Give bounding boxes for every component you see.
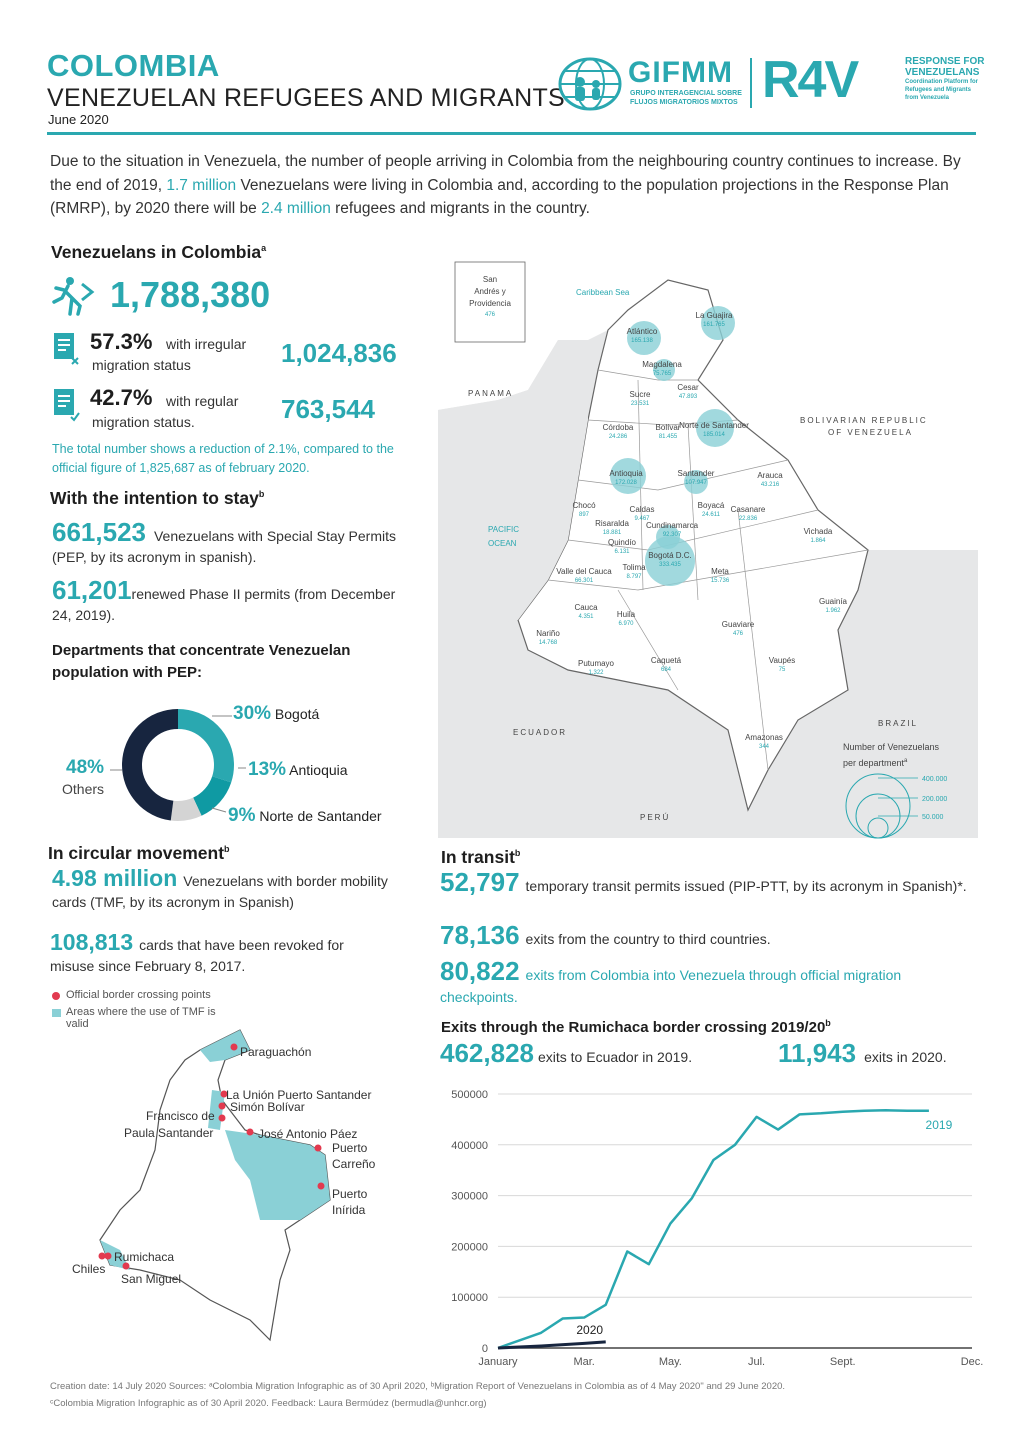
dept-num-1: 165.138 xyxy=(631,338,653,344)
inset-number: 476 xyxy=(484,312,496,318)
dept-num-9: 107.947 xyxy=(685,480,707,486)
subtitle: VENEZUELAN REFUGEES AND MIGRANTS xyxy=(47,84,566,112)
label-inirida-line1: Puerto xyxy=(332,1187,368,1201)
intro-highlight-2: 2.4 million xyxy=(261,200,331,217)
tmf-area-legend-swatch xyxy=(52,1009,61,1017)
dept-name-26: Guaviare xyxy=(721,620,755,629)
y2020-text: exits in 2020. xyxy=(864,1049,947,1065)
dept-name-0: La Guajira xyxy=(695,311,733,320)
dept-num-31: 344 xyxy=(758,744,770,750)
dept-num-24: 6.970 xyxy=(618,621,634,627)
donut-name-antioquia: Antioquia xyxy=(289,762,348,778)
ocean-label-1: PACIFIC xyxy=(488,525,519,534)
vzla-number: 80,822 xyxy=(440,956,520,986)
series-label-2020: 2020 xyxy=(576,1322,604,1337)
brazil-label: BRAZIL xyxy=(878,719,919,728)
dept-name-3: Cesar xyxy=(677,383,699,392)
pip-block xyxy=(440,867,970,897)
r4v-tagline xyxy=(905,56,984,102)
dept-name-15: Risaralda xyxy=(595,519,629,528)
revoked-number: 108,813 xyxy=(50,929,134,955)
regular-text2: migration status. xyxy=(92,414,195,430)
document-check-icon xyxy=(52,388,80,422)
label-francisco-line2: Paula Santander xyxy=(124,1126,214,1140)
dept-name-6: Bolívar xyxy=(655,423,681,432)
dept-num-23: 4.351 xyxy=(578,614,594,620)
donut-name-bogota: Bogotá xyxy=(274,706,320,722)
dept-num-7: 185.014 xyxy=(703,432,725,438)
stay-heading xyxy=(50,488,264,509)
label-carreno-line1: Puerto xyxy=(332,1141,368,1155)
footer-line1: Creation date: 14 July 2020 Sources: ᵃColombia Migration Infographic as of 30 April 2020, ᵇMigration Report of Venezuelans in Colombia as of 4 May 2020" and 29 June 2020. xyxy=(50,1381,786,1392)
label-chiles: Chiles xyxy=(72,1262,106,1276)
total-venezuelans: 1,788,380 xyxy=(110,274,271,315)
label-francisco-line1: Francisco de xyxy=(146,1109,215,1123)
legend-val-1: 400.000 xyxy=(922,776,948,783)
colombia-map-svg xyxy=(438,250,978,838)
gifmm-logo xyxy=(558,54,743,114)
dept-num-17: 6.131 xyxy=(614,549,630,555)
circular-heading-text: In circular movement xyxy=(48,843,225,863)
label-paraguachon: Paraguachón xyxy=(240,1045,312,1059)
label-la-union: La Unión Puerto Santander xyxy=(226,1088,372,1102)
point-simon-bolivar xyxy=(219,1103,226,1110)
donut-name-norte: Norte de Santander xyxy=(259,808,382,824)
dept-name-20: Valle del Cauca xyxy=(556,567,612,576)
gifmm-wordmark: GIFMM xyxy=(628,56,733,89)
intro-highlight-1: 1.7 million xyxy=(166,176,237,194)
dept-heading: Departments that concentrate Venezuelan population with PEP: xyxy=(52,642,351,681)
regular-text1: with regular xyxy=(166,393,239,409)
x-tick-5: Dec. xyxy=(960,1356,984,1368)
report-date: June 2020 xyxy=(48,112,109,127)
dept-name-31: Amazonas xyxy=(745,733,783,742)
dept-num-0: 161.765 xyxy=(703,322,725,328)
label-francisco xyxy=(124,1109,215,1140)
dept-num-21: 8.797 xyxy=(626,574,642,580)
dept-name-21: Tolima xyxy=(622,563,646,572)
donut-pct-others xyxy=(66,757,104,779)
dept-name-17: Quindío xyxy=(607,538,637,547)
r4v-sub5: from Venezuela xyxy=(905,95,950,101)
dept-num-15: 18.881 xyxy=(602,530,622,536)
dept-num-13: 24.611 xyxy=(702,512,720,518)
venezuela-label-2: OF VENEZUELA xyxy=(828,428,913,437)
header-rule xyxy=(47,132,976,135)
dept-num-19: 1.864 xyxy=(810,538,826,544)
intro-text-1: Due to the situation in Venezuela, the number of people arriving in Colombia from the neighbouring country continues to increase. By the end of 2019, xyxy=(50,153,961,194)
transit-heading-text: In transit xyxy=(441,847,515,867)
y-tick-4: 400000 xyxy=(451,1139,488,1152)
rumichaca-heading-sup: b xyxy=(825,1018,831,1028)
dept-num-2: 75.765 xyxy=(652,371,672,377)
dept-name-19: Vichada xyxy=(803,527,833,536)
point-paraguachon xyxy=(231,1044,238,1051)
dept-num-25: 1.962 xyxy=(825,608,841,614)
label-rumichaca: Rumichaca xyxy=(114,1250,175,1264)
dept-num-3: 47.893 xyxy=(678,394,698,400)
dept-name-25: Guainía xyxy=(818,597,848,606)
dept-num-10: 43.216 xyxy=(760,482,780,488)
rumichaca-heading-text: Exits through the Rumichaca border crossing 2019/20 xyxy=(441,1019,826,1036)
map-legend-sup: a xyxy=(904,758,908,764)
venezuelans-heading xyxy=(51,242,266,263)
point-chiles xyxy=(99,1253,106,1260)
dept-name-18: Bogotá D.C. xyxy=(648,551,692,560)
label-carreno-line2: Carreño xyxy=(332,1157,376,1171)
venezuelans-heading-text: Venezuelans in Colombia xyxy=(51,242,262,262)
logo-divider xyxy=(750,58,752,108)
point-carreno xyxy=(315,1145,322,1152)
label-inirida-line2: Inírida xyxy=(332,1203,366,1217)
pep-text: Venezuelans with Special Stay Permits (PEP, by its acronym in spanish). xyxy=(52,528,396,565)
dept-num-29: 684 xyxy=(660,667,672,673)
label-simon-bolivar: Simón Bolívar xyxy=(230,1100,305,1114)
x-tick-4: Sept. xyxy=(829,1356,856,1368)
series-label-2019: 2019 xyxy=(925,1117,953,1132)
dept-name-29: Caquetá xyxy=(650,656,682,665)
tmf-text: Venezuelans with border mobility cards (TMF, by its acronym in Spanish) xyxy=(52,873,388,910)
sea-label: Caribbean Sea xyxy=(576,288,630,297)
border-point-legend: Official border crossing points xyxy=(66,989,211,1001)
footer-line2: ᶜColombia Migration Infographic as of 30 April 2020. Feedback: Laura Bermúdez (bermudla@unhcr.org) xyxy=(50,1398,487,1409)
irregular-text1: with irregular xyxy=(166,336,247,352)
inset-label-1: San xyxy=(482,275,498,284)
document-x-icon xyxy=(52,332,80,366)
dept-name-12: Caldas xyxy=(629,505,655,514)
map-legend-title-2: per department$^a$ xyxy=(843,758,908,768)
legend-val-3: 50.000 xyxy=(922,814,944,821)
dept-num-5: 24.286 xyxy=(608,434,628,440)
ecuador-label: ECUADOR xyxy=(513,728,568,737)
ecuador-block xyxy=(440,1038,693,1068)
dept-num-14: 22.836 xyxy=(738,516,758,522)
intro-paragraph xyxy=(50,150,970,221)
dept-name-7: Norte de Santander xyxy=(679,421,749,430)
exits-text: exits from the country to third countries. xyxy=(525,931,771,947)
label-san-miguel: San Miguel xyxy=(121,1272,182,1286)
vzla-block xyxy=(440,956,970,1008)
map-legend-title-1: Number of Venezuelans xyxy=(843,742,940,752)
gifmm-sub1: GRUPO INTERAGENCIAL SOBRE xyxy=(630,90,742,97)
x-tick-3: Jul. xyxy=(747,1356,766,1368)
pip-text: temporary transit permits issued (PIP-PTT, by its acronym in Spanish)*. xyxy=(525,878,967,894)
intro-text-2: Venezuelans were living in Colombia and, according to the population projections in the Response Plan (RMRP), by 2020 there will be xyxy=(50,176,949,217)
y-tick-1: 100000 xyxy=(451,1292,488,1305)
dept-name-23: Cauca xyxy=(574,603,598,612)
country-title: COLOMBIA xyxy=(47,48,220,83)
dept-name-27: Nariño xyxy=(536,629,560,638)
dept-num-18: 333.435 xyxy=(659,562,681,568)
irregular-text2: migration status xyxy=(92,357,191,373)
footer xyxy=(50,1378,980,1412)
ocean-label-2: OCEAN xyxy=(488,539,517,548)
tmf-number: 4.98 million xyxy=(52,865,178,891)
point-inirida xyxy=(318,1183,325,1190)
legend-val-2: 200.000 xyxy=(922,796,948,803)
point-rumichaca xyxy=(105,1253,112,1260)
dept-num-6: 81.455 xyxy=(658,434,678,440)
irregular-number: 1,024,836 xyxy=(281,338,397,368)
dept-name-9: Santander xyxy=(677,469,715,478)
dept-num-12: 9.467 xyxy=(634,516,650,522)
exits-block xyxy=(440,920,970,950)
x-tick-1: Mar. xyxy=(573,1356,595,1368)
dept-num-11: 897 xyxy=(578,512,590,518)
y-tick-0: 0 xyxy=(481,1343,488,1355)
dept-name-14: Casanare xyxy=(730,505,766,514)
dept-name-30: Vaupés xyxy=(768,656,796,665)
point-francisco xyxy=(219,1115,226,1122)
circular-heading-sup: b xyxy=(224,844,230,855)
dept-name-13: Boyacá xyxy=(697,501,725,510)
dept-name-28: Putumayo xyxy=(577,659,615,668)
dept-num-28: 1.322 xyxy=(588,670,604,676)
donut-leader-lines xyxy=(100,700,260,820)
y-tick-3: 300000 xyxy=(451,1190,488,1203)
peru-label: PERÚ xyxy=(640,813,671,822)
border-crossings-map xyxy=(60,1020,420,1350)
globe-icon xyxy=(558,54,624,114)
tmf-area-legend: Areas where the use of TMF is valid xyxy=(66,1006,216,1030)
dept-name-8: Antioquia xyxy=(609,469,643,478)
venezuelans-heading-sup: a xyxy=(261,243,267,254)
dept-num-26: 476 xyxy=(732,631,744,637)
series-line-2019 xyxy=(498,1110,929,1348)
dept-name-4: Sucre xyxy=(629,390,651,399)
dept-name-11: Chocó xyxy=(572,501,596,510)
r4v-sub3: Coordination Platform for xyxy=(905,79,978,85)
revoked-text: cards that have been revoked for misuse since February 8, 2017. xyxy=(50,937,344,974)
y-tick-2: 200000 xyxy=(451,1241,488,1254)
regular-number: 763,544 xyxy=(281,394,375,424)
transit-heading-sup: b xyxy=(514,848,521,859)
point-jose-antonio xyxy=(247,1129,254,1136)
circular-heading xyxy=(48,843,230,864)
dept-name-5: Córdoba xyxy=(602,423,634,432)
border-point-legend-dot xyxy=(52,992,60,1000)
irregular-pct: 57.3% xyxy=(90,329,153,354)
reduction-note: The total number shows a reduction of 2.1%, compared to the official figure of 1,825,687 as of february 2020. xyxy=(52,442,394,475)
label-carreno xyxy=(332,1141,376,1171)
y2020-block xyxy=(778,1038,947,1068)
exits-number: 78,136 xyxy=(440,920,520,950)
dept-name-10: Arauca xyxy=(757,471,783,480)
donut-name-others: Others xyxy=(62,781,105,797)
donut-label-antioquia xyxy=(248,759,348,781)
donut-pct-antioquia: 13% xyxy=(248,759,287,780)
y-tick-5: 500000 xyxy=(451,1089,488,1101)
tmf-block xyxy=(52,865,392,913)
dept-name-16: Cundinamarca xyxy=(645,521,699,530)
department-map xyxy=(438,250,978,838)
ecuador-number: 462,828 xyxy=(440,1038,534,1068)
x-tick-2: May. xyxy=(658,1356,682,1368)
inset-label-3: Providencia xyxy=(469,299,511,308)
dept-num-16: 92.307 xyxy=(662,532,682,538)
dept-name-22: Meta xyxy=(711,567,729,576)
donut-pct-norte: 9% xyxy=(228,805,256,826)
dept-name-1: Atlántico xyxy=(626,327,658,336)
renewed-block xyxy=(52,575,397,626)
dept-num-27: 14.768 xyxy=(538,640,558,646)
revoked-block xyxy=(50,929,390,977)
rumichaca-heading xyxy=(441,1018,831,1036)
renewed-number: 61,201 xyxy=(52,575,132,605)
pep-number: 661,523 xyxy=(52,517,146,547)
gifmm-sub2: FLUJOS MIGRATORIOS MIXTOS xyxy=(630,99,738,106)
dept-num-8: 172.028 xyxy=(615,480,637,486)
r4v-sub1: RESPONSE FOR xyxy=(905,56,985,67)
panama-label: PANAMA xyxy=(468,389,514,398)
y2020-number: 11,943 xyxy=(778,1038,857,1068)
dept-num-22: 15.736 xyxy=(710,578,730,584)
regular-pct: 42.7% xyxy=(90,385,153,410)
renewed-text: renewed Phase II permits (from December 24, 2019). xyxy=(52,586,396,623)
dept-num-30: 75 xyxy=(778,667,786,673)
donut-pct-bogota: 30% xyxy=(233,703,272,724)
vzla-text: exits from Colombia into Venezuela through official migration checkpoints. xyxy=(440,967,902,1005)
inset-label-2: Andrés y xyxy=(474,287,506,296)
r4v-sub4: Refugees and Migrants xyxy=(905,87,972,93)
r4v-sub2: VENEZUELANS xyxy=(905,67,980,78)
rumichaca-line-chart xyxy=(436,1082,984,1372)
pep-block xyxy=(52,517,412,568)
stay-heading-sup: b xyxy=(258,489,265,500)
dept-name-2: Magdalena xyxy=(642,360,682,369)
stay-heading-text: With the intention to stay xyxy=(50,488,259,508)
walking-person-icon xyxy=(50,276,96,316)
dept-name-24: Huila xyxy=(616,610,636,619)
donut-pct-others-text: 48% xyxy=(66,757,105,778)
dept-num-20: 66.301 xyxy=(574,578,594,584)
x-tick-0: January xyxy=(478,1356,518,1368)
dept-num-4: 23.531 xyxy=(630,401,650,407)
r4v-wordmark: R4V xyxy=(762,51,858,109)
transit-heading xyxy=(441,847,520,868)
intro-text-3: refugees and migrants in the country. xyxy=(330,200,590,217)
label-inirida xyxy=(332,1187,368,1217)
pip-number: 52,797 xyxy=(440,867,520,897)
label-jose-antonio: José Antonio Páez xyxy=(258,1127,358,1141)
venezuela-label-1: BOLIVARIAN REPUBLIC xyxy=(800,416,928,425)
ecuador-text: exits to Ecuador in 2019. xyxy=(537,1049,693,1065)
